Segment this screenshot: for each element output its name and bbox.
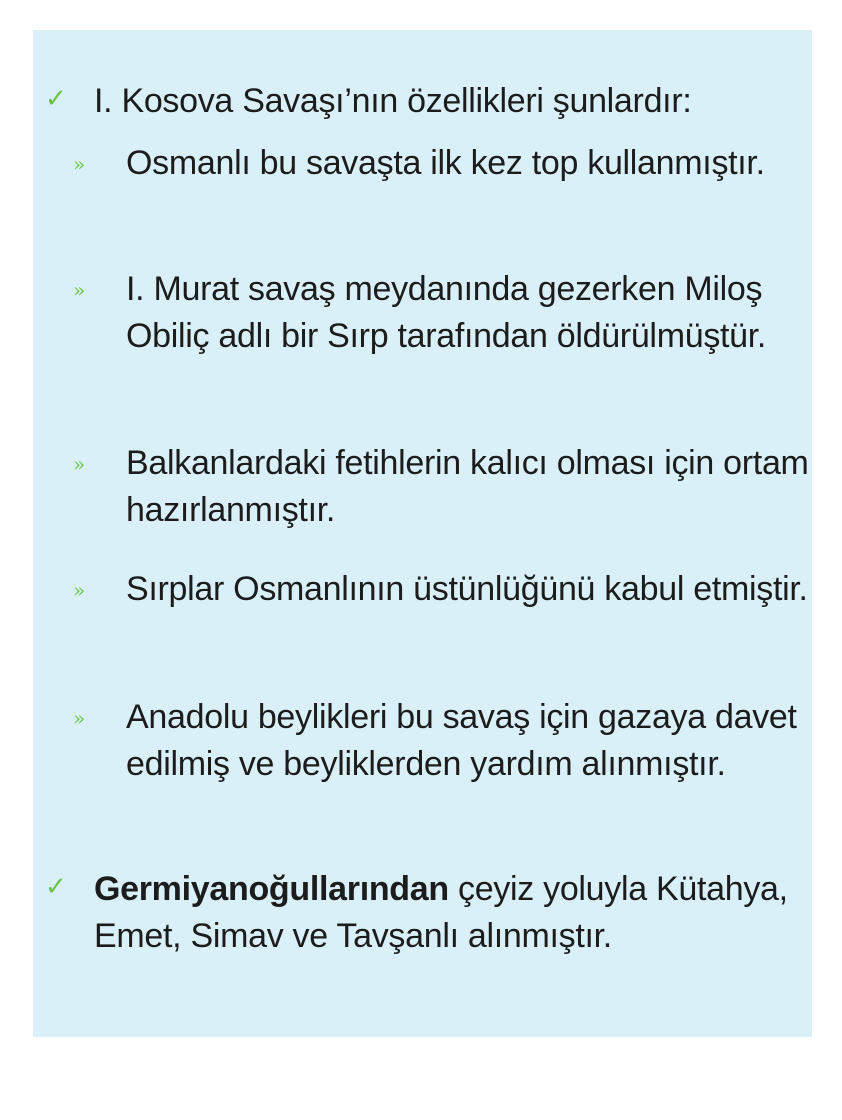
bullet-text: I. Murat savaş meydanında gezerken Miloş Obiliç adlı bir Sırp tarafından öldürülmüştür.: [126, 270, 767, 355]
bullet-text: Osmanlı bu savaşta ilk kez top kullanmıştır.: [126, 144, 765, 182]
double-chevron-right-icon: »: [73, 706, 86, 730]
double-chevron-right-icon: »: [73, 578, 86, 602]
checkmark-icon: ✓: [45, 872, 67, 902]
checkmark-icon: ✓: [45, 84, 67, 114]
check-item-text: [94, 866, 794, 960]
bullet-text: Anadolu beylikleri bu savaş için gazaya davet edilmiş ve beyliklerden yardım alınmıştır.: [126, 698, 797, 783]
bullet-text: Sırplar Osmanlının üstünlüğünü kabul etmiştir.: [126, 570, 808, 608]
check-item-text: I. Kosova Savaşı’nın özellikleri şunlardır:: [94, 82, 692, 120]
double-chevron-right-icon: »: [73, 452, 86, 476]
check-item-rest: çeyiz yoluyla Kütahya, Emet, Simav ve Tavşanlı alınmıştır.: [94, 870, 788, 955]
info-box: [33, 30, 812, 1037]
bold-term: Germiyanoğullarından: [94, 870, 449, 908]
bullet-text: Balkanlardaki fetihlerin kalıcı olması için ortam hazırlanmıştır.: [126, 444, 809, 529]
double-chevron-right-icon: »: [73, 278, 86, 302]
double-chevron-right-icon: »: [73, 152, 86, 176]
